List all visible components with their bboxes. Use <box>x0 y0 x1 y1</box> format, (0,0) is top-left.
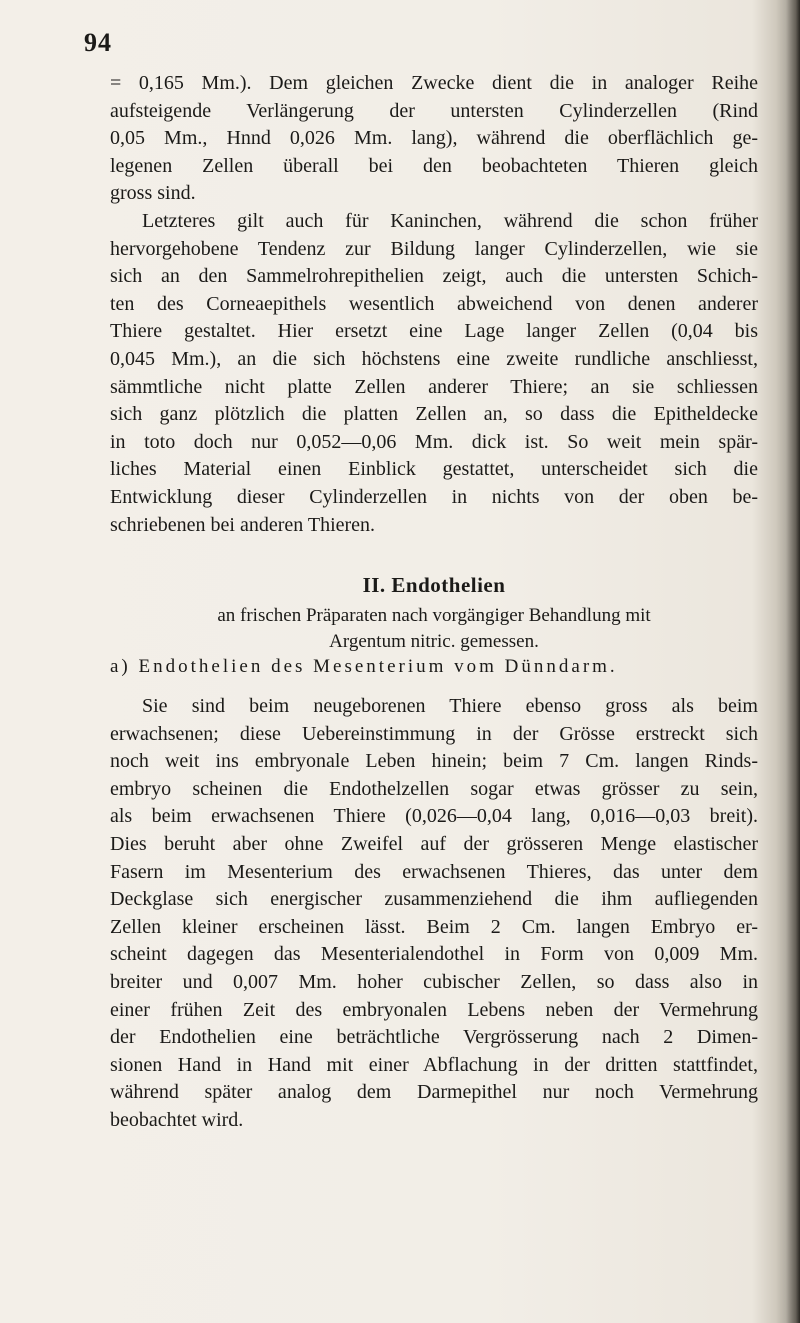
text-line: Zellen kleiner erscheinen lässt. Beim 2 Cm. langen Embryo er- <box>110 915 758 938</box>
text-line: beobachtet wird. <box>110 1108 244 1131</box>
text-line: sämmtliche nicht platte Zellen anderer Thiere; an sie schliessen <box>110 375 758 398</box>
text-line: in toto doch nur 0,052—0,06 Mm. dick ist. So weit mein spär- <box>110 430 758 453</box>
text-line: ten des Corneaepithels wesentlich abweichend von denen anderer <box>110 292 758 315</box>
page-edge-shadow <box>786 0 800 1323</box>
subtitle-line: an frischen Präparaten nach vorgängiger Behandlung mit <box>217 605 651 626</box>
subtitle-line: Argentum nitric. gemessen. <box>329 631 539 652</box>
text-line: hervorgehobene Tendenz zur Bildung langer Cylinderzellen, wie sie <box>110 237 758 260</box>
text-line: breiter und 0,007 Mm. hoher cubischer Zellen, so dass also in <box>110 970 758 993</box>
text-line: schriebenen bei anderen Thieren. <box>110 513 376 536</box>
text-line: sionen Hand in Hand mit einer Abflachung in der dritten stattfindet, <box>110 1053 758 1076</box>
text-line: als beim erwachsenen Thiere (0,026—0,04 lang, 0,016—0,03 breit). <box>110 805 758 828</box>
section-heading: II. Endothelien <box>362 573 506 597</box>
text-line: liches Material einen Einblick gestattet, unterscheidet sich die <box>110 458 758 481</box>
text-line: aufsteigende Verlängerung der untersten Cylinderzellen (Rind <box>110 99 758 122</box>
text-line: erwachsenen; diese Uebereinstimmung in der Grösse erstreckt sich <box>110 722 758 745</box>
text-line: sich an den Sammelrohrepithelien zeigt, auch die untersten Schich- <box>110 265 758 288</box>
text-line: = 0,165 Mm.). Dem gleichen Zwecke dient die in analoger Reihe <box>110 72 758 94</box>
paragraph-1 <box>110 70 758 208</box>
text-line: legenen Zellen überall bei den beobachteten Thieren gleich <box>110 154 758 177</box>
text-line: während später analog dem Darmepithel nur noch Vermehrung <box>110 1081 758 1104</box>
page-number: 94 <box>84 28 112 57</box>
paragraph-3 <box>110 693 758 1135</box>
text-line: Deckglase sich energischer zusammenziehend die ihm aufliegenden <box>110 888 758 911</box>
text-line: noch weit ins embryonale Leben hinein; beim 7 Cm. langen Rinds- <box>110 750 758 773</box>
text-line: Sie sind beim neugeborenen Thiere ebenso gross als beim <box>142 695 758 717</box>
paragraph-2 <box>110 208 758 539</box>
text-line: gross sind. <box>110 182 196 205</box>
text-line: Letzteres gilt auch für Kaninchen, während die schon früher <box>142 210 758 232</box>
text-line: 0,045 Mm.), an die sich höchstens eine zweite rundliche anschliesst, <box>110 347 758 370</box>
text-line: der Endothelien eine beträchtliche Vergrösserung nach 2 Dimen- <box>110 1026 758 1049</box>
text-line: Dies beruht aber ohne Zweifel auf der grösseren Menge elastischer <box>110 832 758 855</box>
text-line: 0,05 Mm., Hnnd 0,026 Mm. lang), während die oberflächlich ge- <box>110 127 758 150</box>
text-line: Thiere gestaltet. Hier ersetzt eine Lage langer Zellen (0,04 bis <box>110 320 758 343</box>
subsection-heading: a) Endothelien des Mesenterium vom Dünndarm. <box>110 656 618 677</box>
text-line: Fasern im Mesenterium des erwachsenen Thieres, das unter dem <box>110 860 758 883</box>
text-line: sich ganz plötzlich die platten Zellen an, so dass die Epitheldecke <box>110 403 758 426</box>
text-line: Entwicklung dieser Cylinderzellen in nichts von der oben be- <box>110 485 758 508</box>
text-line: scheint dagegen das Mesenterialendothel in Form von 0,009 Mm. <box>110 943 758 966</box>
text-line: embryo scheinen die Endothelzellen sogar etwas grösser zu sein, <box>110 777 758 800</box>
text-line: einer frühen Zeit des embryonalen Lebens neben der Vermehrung <box>110 998 758 1021</box>
section-subtitle <box>110 603 758 655</box>
